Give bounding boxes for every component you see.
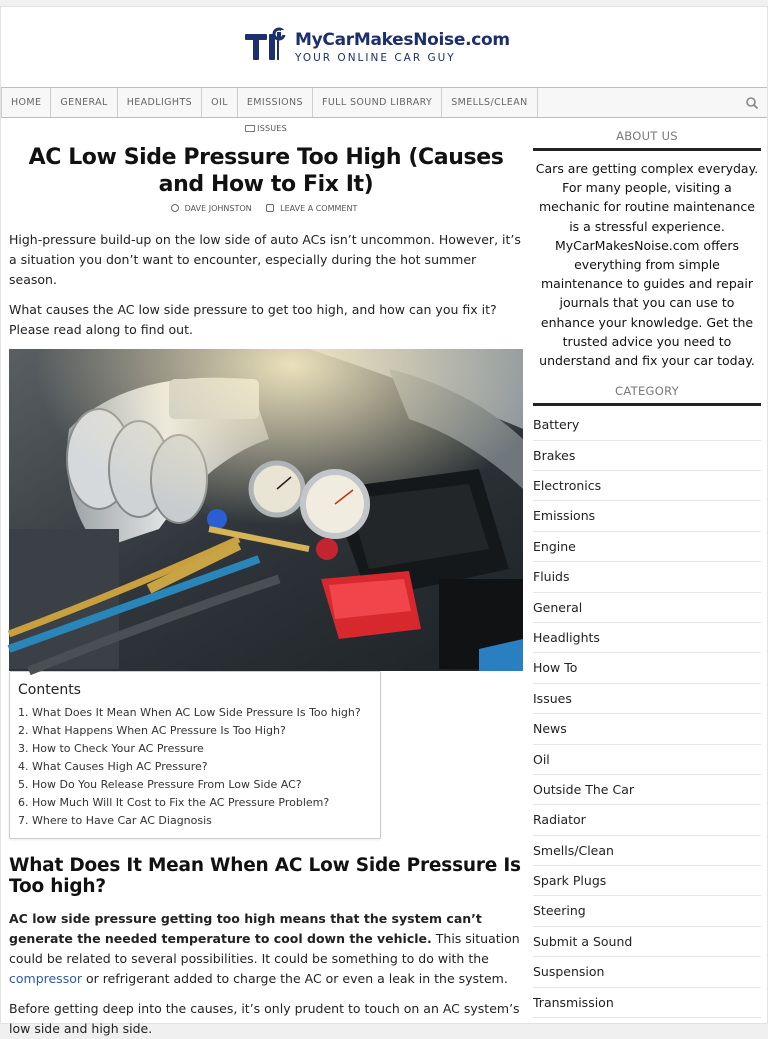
category-item-smells-clean[interactable]: Smells/Clean xyxy=(533,836,761,866)
paragraph-text: or refrigerant added to charge the AC or even a leak in the system. xyxy=(82,971,508,986)
toc-item[interactable]: 1. What Does It Mean When AC Low Side Pressure Is Too high? xyxy=(18,706,361,719)
toc-title: Contents xyxy=(18,682,81,698)
about-us-heading: ABOUT US xyxy=(533,129,761,151)
sidebar xyxy=(533,118,761,1018)
category-item-battery[interactable]: Battery xyxy=(533,410,761,440)
intro-paragraph-1: High-pressure build-up on the low side of auto ACs isn’t uncommon. However, it’s a situation you don’t want to encounter, especially during the hot summer season. xyxy=(9,232,521,287)
category-item-radiator[interactable]: Radiator xyxy=(533,805,761,835)
bold-lead: AC low side pressure getting too high means that the system can’t generate the needed temperature to cool down the vehicle. xyxy=(9,911,482,946)
category-item-fluids[interactable]: Fluids xyxy=(533,562,761,592)
nav-item-general[interactable]: GENERAL xyxy=(51,88,117,117)
section-heading: What Does It Mean When AC Low Side Pressure Is Too high? xyxy=(9,855,521,897)
nav-item-smells-clean[interactable]: SMELLS/CLEAN xyxy=(442,88,537,117)
toc-item[interactable]: 7. Where to Have Car AC Diagnosis xyxy=(18,814,212,827)
toc-item[interactable]: 2. What Happens When AC Pressure Is Too High? xyxy=(18,724,286,737)
category-item-emissions[interactable]: Emissions xyxy=(533,501,761,531)
article xyxy=(9,118,523,1039)
category-item-engine[interactable]: Engine xyxy=(533,532,761,562)
wrench-screwdriver-icon xyxy=(245,26,287,68)
site-tagline: YOUR ONLINE CAR GUY xyxy=(295,52,456,64)
category-item-submit-a-sound[interactable]: Submit a Sound xyxy=(533,927,761,957)
toc-item[interactable]: 6. How Much Will It Cost to Fix the AC Pressure Problem? xyxy=(18,796,330,809)
category-item-steering[interactable]: Steering xyxy=(533,896,761,926)
comment-icon xyxy=(266,204,274,212)
category-line xyxy=(9,124,523,136)
category-item-news[interactable]: News xyxy=(533,714,761,744)
folder-icon xyxy=(245,125,255,132)
toc-item[interactable]: 4. What Causes High AC Pressure? xyxy=(18,760,208,773)
paragraph-text: This situation could be related to several possibilities. It could be something to do with the xyxy=(9,931,520,966)
category-item-electronics[interactable]: Electronics xyxy=(533,471,761,501)
category-item-transmission[interactable]: Transmission xyxy=(533,988,761,1018)
nav-item-full-sound-library[interactable]: FULL SOUND LIBRARY xyxy=(313,88,442,117)
nav-item-oil[interactable]: OIL xyxy=(202,88,238,117)
main-navigation xyxy=(1,87,767,118)
category-item-outside-the-car[interactable]: Outside The Car xyxy=(533,775,761,805)
category-item-brakes[interactable]: Brakes xyxy=(533,441,761,471)
category-heading: CATEGORY xyxy=(533,384,761,406)
category-item-how-to[interactable]: How To xyxy=(533,653,761,683)
compressor-link[interactable]: compressor xyxy=(9,971,82,986)
article-title: AC Low Side Pressure Too High (Causes and How to Fix It) xyxy=(28,145,504,197)
article-meta xyxy=(9,204,523,216)
page xyxy=(0,6,768,1036)
about-us-text: Cars are getting complex everyday. For many people, visiting a mechanic for routine maintenance is a stressful experience. MyCarMakesNoise.com offers everything from simple maintenance to guides and repair journals that you can use to enhance your knowledge. Get the trusted advice you need to understand and fix your car today. xyxy=(535,161,759,369)
site-logo[interactable] xyxy=(245,19,525,75)
author-link[interactable]: DAVE JOHNSTON xyxy=(184,204,252,213)
hero-image xyxy=(9,349,523,671)
nav-item-headlights[interactable]: HEADLIGHTS xyxy=(118,88,202,117)
toc-item[interactable]: 5. How Do You Release Pressure From Low Side AC? xyxy=(18,778,302,791)
site-name: MyCarMakesNoise.com xyxy=(295,30,510,50)
table-of-contents xyxy=(9,671,381,839)
user-icon xyxy=(171,204,179,212)
category-link[interactable]: ISSUES xyxy=(257,124,287,133)
search-icon[interactable] xyxy=(745,95,759,109)
category-item-headlights[interactable]: Headlights xyxy=(533,623,761,653)
leave-comment-link[interactable]: LEAVE A COMMENT xyxy=(280,204,358,213)
category-item-issues[interactable]: Issues xyxy=(533,684,761,714)
category-list xyxy=(533,410,761,1018)
site-header xyxy=(1,7,767,87)
section-paragraph-2: Before getting deep into the causes, it’s only prudent to touch on an AC system’s low side and high side. xyxy=(9,1001,520,1036)
category-item-general[interactable]: General xyxy=(533,593,761,623)
category-item-spark-plugs[interactable]: Spark Plugs xyxy=(533,866,761,896)
category-item-oil[interactable]: Oil xyxy=(533,745,761,775)
nav-item-emissions[interactable]: EMISSIONS xyxy=(238,88,313,117)
toc-item[interactable]: 3. How to Check Your AC Pressure xyxy=(18,742,204,755)
section-paragraph-1 xyxy=(9,909,523,989)
intro-paragraph-2: What causes the AC low side pressure to get too high, and how can you fix it? Please read along to find out. xyxy=(9,302,497,337)
category-item-suspension[interactable]: Suspension xyxy=(533,957,761,987)
nav-item-home[interactable]: HOME xyxy=(1,88,51,117)
